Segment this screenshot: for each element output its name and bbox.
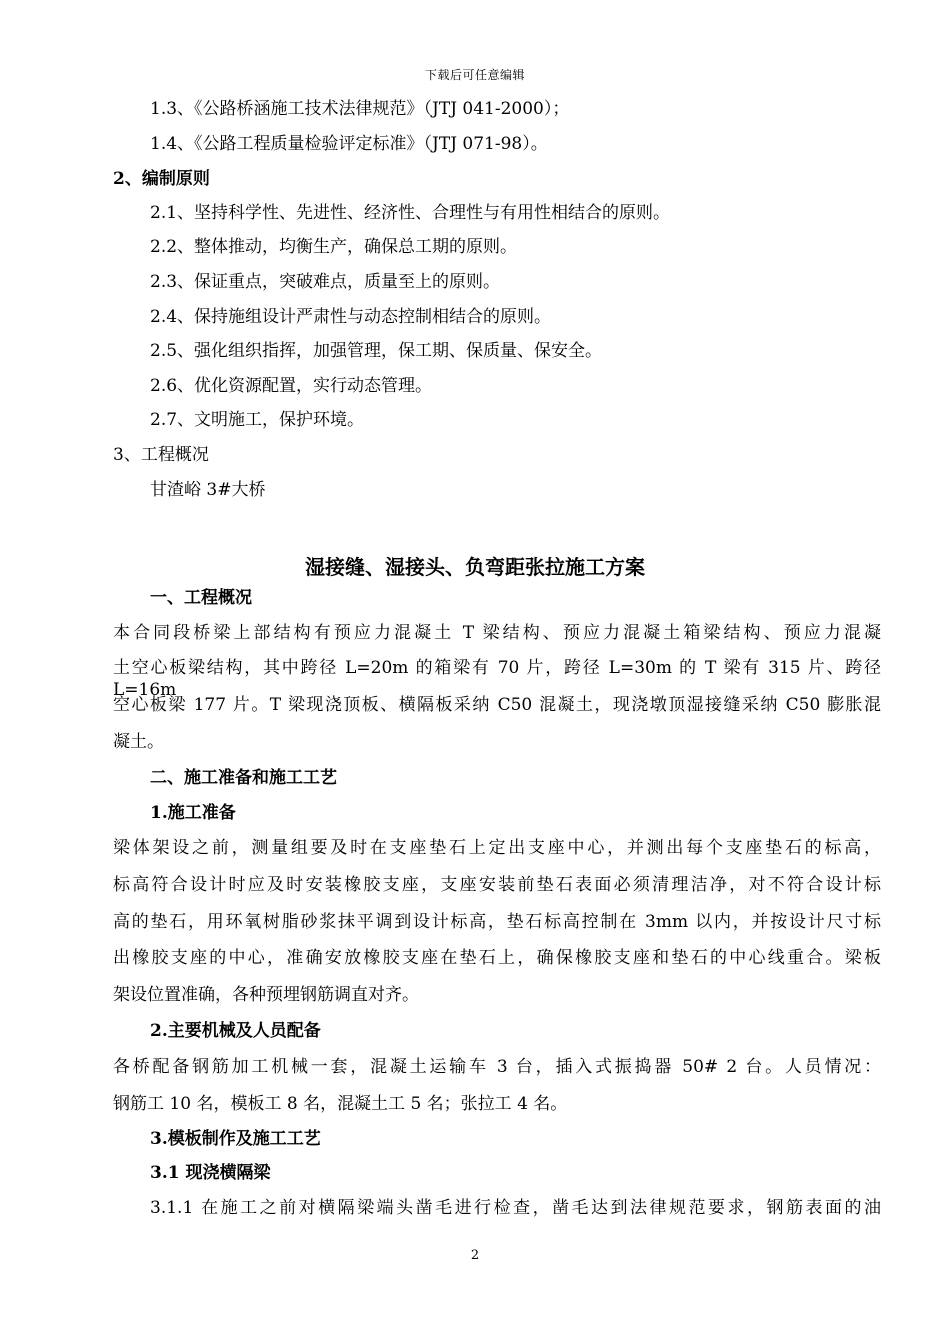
section-heading: 一、工程概况 <box>150 588 252 608</box>
subsection-heading: 1.施工准备 <box>150 803 236 823</box>
text-line: 2.5、强化组织指挥，加强管理，保工期、保质量、保安全。 <box>150 341 603 361</box>
paragraph-line: 标高符合设计时应及时安装橡胶支座，支座安装前垫石表面必须清理洁净，对不符合设计标 <box>113 875 881 895</box>
text-line: 2.7、文明施工，保护环境。 <box>150 410 365 430</box>
paragraph-line: 空心板梁 177 片。T 梁现浇顶板、横隔板采纳 C50 混凝土，现浇墩顶湿接缝采纳 C50 膨胀混 <box>113 695 881 715</box>
paragraph-line: 本合同段桥梁上部结构有预应力混凝土 T 梁结构、预应力混凝土箱梁结构、预应力混凝 <box>113 623 881 643</box>
text-line: 甘渣峪 3#大桥 <box>150 480 266 500</box>
text-line: 2.3、保证重点，突破难点，质量至上的原则。 <box>150 272 501 292</box>
text-line: 1.3、《公路桥涵施工技术法律规范》（JTJ 041-2000）； <box>150 99 570 119</box>
text-line: 2.6、优化资源配置，实行动态管理。 <box>150 376 433 396</box>
document-title: 湿接缝、湿接头、负弯距张拉施工方案 <box>305 555 645 579</box>
page-number: 2 <box>470 1248 480 1263</box>
paragraph-line: 3.1.1 在施工之前对横隔梁端头凿毛进行检查，凿毛达到法律规范要求，钢筋表面的油 <box>150 1198 881 1218</box>
paragraph-line: 高的垫石，用环氧树脂砂浆抹平调到设计标高，垫石标高控制在 3mm 以内，并按设计尺寸标 <box>113 912 881 932</box>
text-line: 2.1、坚持科学性、先进性、经济性、合理性与有用性相结合的原则。 <box>150 203 671 223</box>
paragraph-line: 土空心板梁结构，其中跨径 L=20m 的箱梁有 70 片，跨径 L=30m 的 T 梁有 315 片、跨径 L=16m <box>113 658 881 700</box>
section-heading: 二、施工准备和施工工艺 <box>150 768 337 788</box>
paragraph-line: 各桥配备钢筋加工机械一套，混凝土运输车 3 台，插入式振捣器 50# 2 台。人员情况： <box>113 1057 881 1077</box>
text-line: 1.4、《公路工程质量检验评定标准》（JTJ 071-98）。 <box>150 134 548 154</box>
paragraph-line: 架设位置准确，各种预埋钢筋调直对齐。 <box>113 985 419 1005</box>
paragraph-line: 出橡胶支座的中心，准确安放橡胶支座在垫石上，确保橡胶支座和垫石的中心线重合。梁板 <box>113 948 881 968</box>
text-line: 2.2、整体推动，均衡生产，确保总工期的原则。 <box>150 237 518 257</box>
header-note: 下载后可任意编辑 <box>424 68 525 82</box>
subsection-heading: 3.模板制作及施工工艺 <box>150 1129 321 1149</box>
section-heading: 3、工程概况 <box>113 445 209 465</box>
subsection-heading: 3.1 现浇横隔梁 <box>150 1163 271 1183</box>
subsection-heading: 2.主要机械及人员配备 <box>150 1021 321 1041</box>
paragraph-line: 凝土。 <box>113 732 164 752</box>
text-line: 2.4、保持施组设计严肃性与动态控制相结合的原则。 <box>150 307 552 327</box>
section-heading: 2、编制原则 <box>113 169 210 189</box>
paragraph-line: 梁体架设之前，测量组要及时在支座垫石上定出支座中心，并测出每个支座垫石的标高， <box>113 838 881 858</box>
paragraph-line: 钢筋工 10 名，模板工 8 名，混凝土工 5 名；张拉工 4 名。 <box>113 1094 568 1114</box>
